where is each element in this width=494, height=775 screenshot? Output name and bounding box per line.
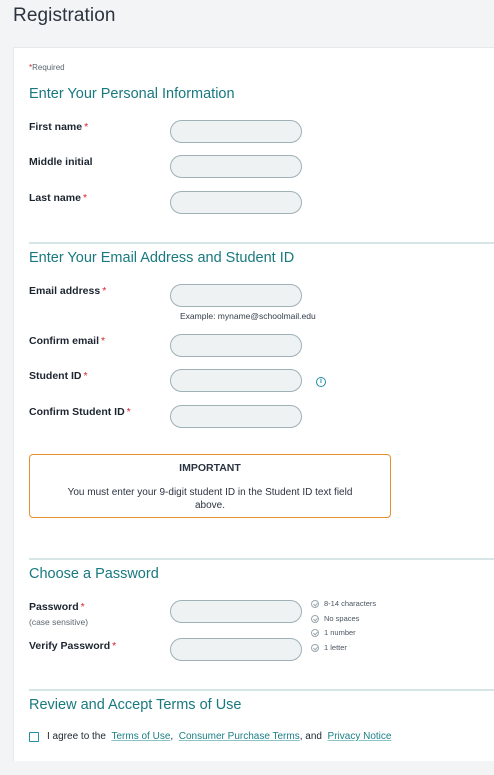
password-rule: No spaces xyxy=(311,614,359,623)
section-title-terms: Review and Accept Terms of Use xyxy=(29,697,242,713)
registration-form xyxy=(13,47,494,761)
important-heading: IMPORTANT xyxy=(179,462,241,474)
section-title-personal: Enter Your Personal Information xyxy=(29,86,235,102)
check-circle-icon xyxy=(311,600,319,608)
password-input[interactable] xyxy=(170,600,302,623)
confirm-email-input[interactable] xyxy=(170,334,302,357)
check-circle-icon xyxy=(311,644,319,652)
confirm-email-label: Confirm email * xyxy=(29,335,106,347)
email-hint: Example: myname@schoolmail.edu xyxy=(180,311,316,321)
last-name-label: Last name * xyxy=(29,192,88,204)
middle-initial-input[interactable] xyxy=(170,155,302,178)
important-body: You must enter your 9-digit student ID in the Student ID text field above. xyxy=(67,487,353,511)
check-circle-icon xyxy=(311,629,319,637)
verify-password-input[interactable] xyxy=(170,638,302,661)
confirm-student-id-label: Confirm Student ID * xyxy=(29,406,131,418)
check-circle-icon xyxy=(311,615,319,623)
password-sublabel: (case sensitive) xyxy=(29,617,89,627)
important-notice xyxy=(29,454,391,518)
email-input[interactable] xyxy=(170,284,302,307)
section-title-password: Choose a Password xyxy=(29,566,159,582)
password-rule: 8-14 characters xyxy=(311,599,376,608)
section-title-email: Enter Your Email Address and Student ID xyxy=(29,250,295,266)
first-name-label: First name * xyxy=(29,121,89,133)
divider xyxy=(29,242,494,244)
password-label: Password * xyxy=(29,601,85,613)
terms-of-use-link[interactable]: Terms of Use xyxy=(111,731,171,742)
password-rule: 1 number xyxy=(311,628,356,637)
first-name-input[interactable] xyxy=(170,120,302,143)
divider xyxy=(29,689,494,691)
confirm-student-id-input[interactable] xyxy=(170,405,302,428)
divider xyxy=(29,558,494,560)
consumer-purchase-terms-link[interactable]: Consumer Purchase Terms xyxy=(178,731,300,742)
last-name-input[interactable] xyxy=(170,191,302,214)
info-icon[interactable]: i xyxy=(316,377,326,387)
agree-checkbox[interactable] xyxy=(29,732,39,742)
privacy-notice-link[interactable]: Privacy Notice xyxy=(327,731,392,742)
student-id-label: Student ID * xyxy=(29,370,88,382)
page-title: Registration xyxy=(13,5,116,26)
verify-password-label: Verify Password * xyxy=(29,640,117,652)
middle-initial-label: Middle initial xyxy=(29,156,93,168)
password-rule: 1 letter xyxy=(311,643,347,652)
terms-agreement: I agree to the Terms of Use , Consumer Purchase Terms , and Privacy Notice xyxy=(29,731,391,742)
email-label: Email address * xyxy=(29,285,107,297)
student-id-input[interactable] xyxy=(170,369,302,392)
required-note: *Required xyxy=(29,63,65,72)
